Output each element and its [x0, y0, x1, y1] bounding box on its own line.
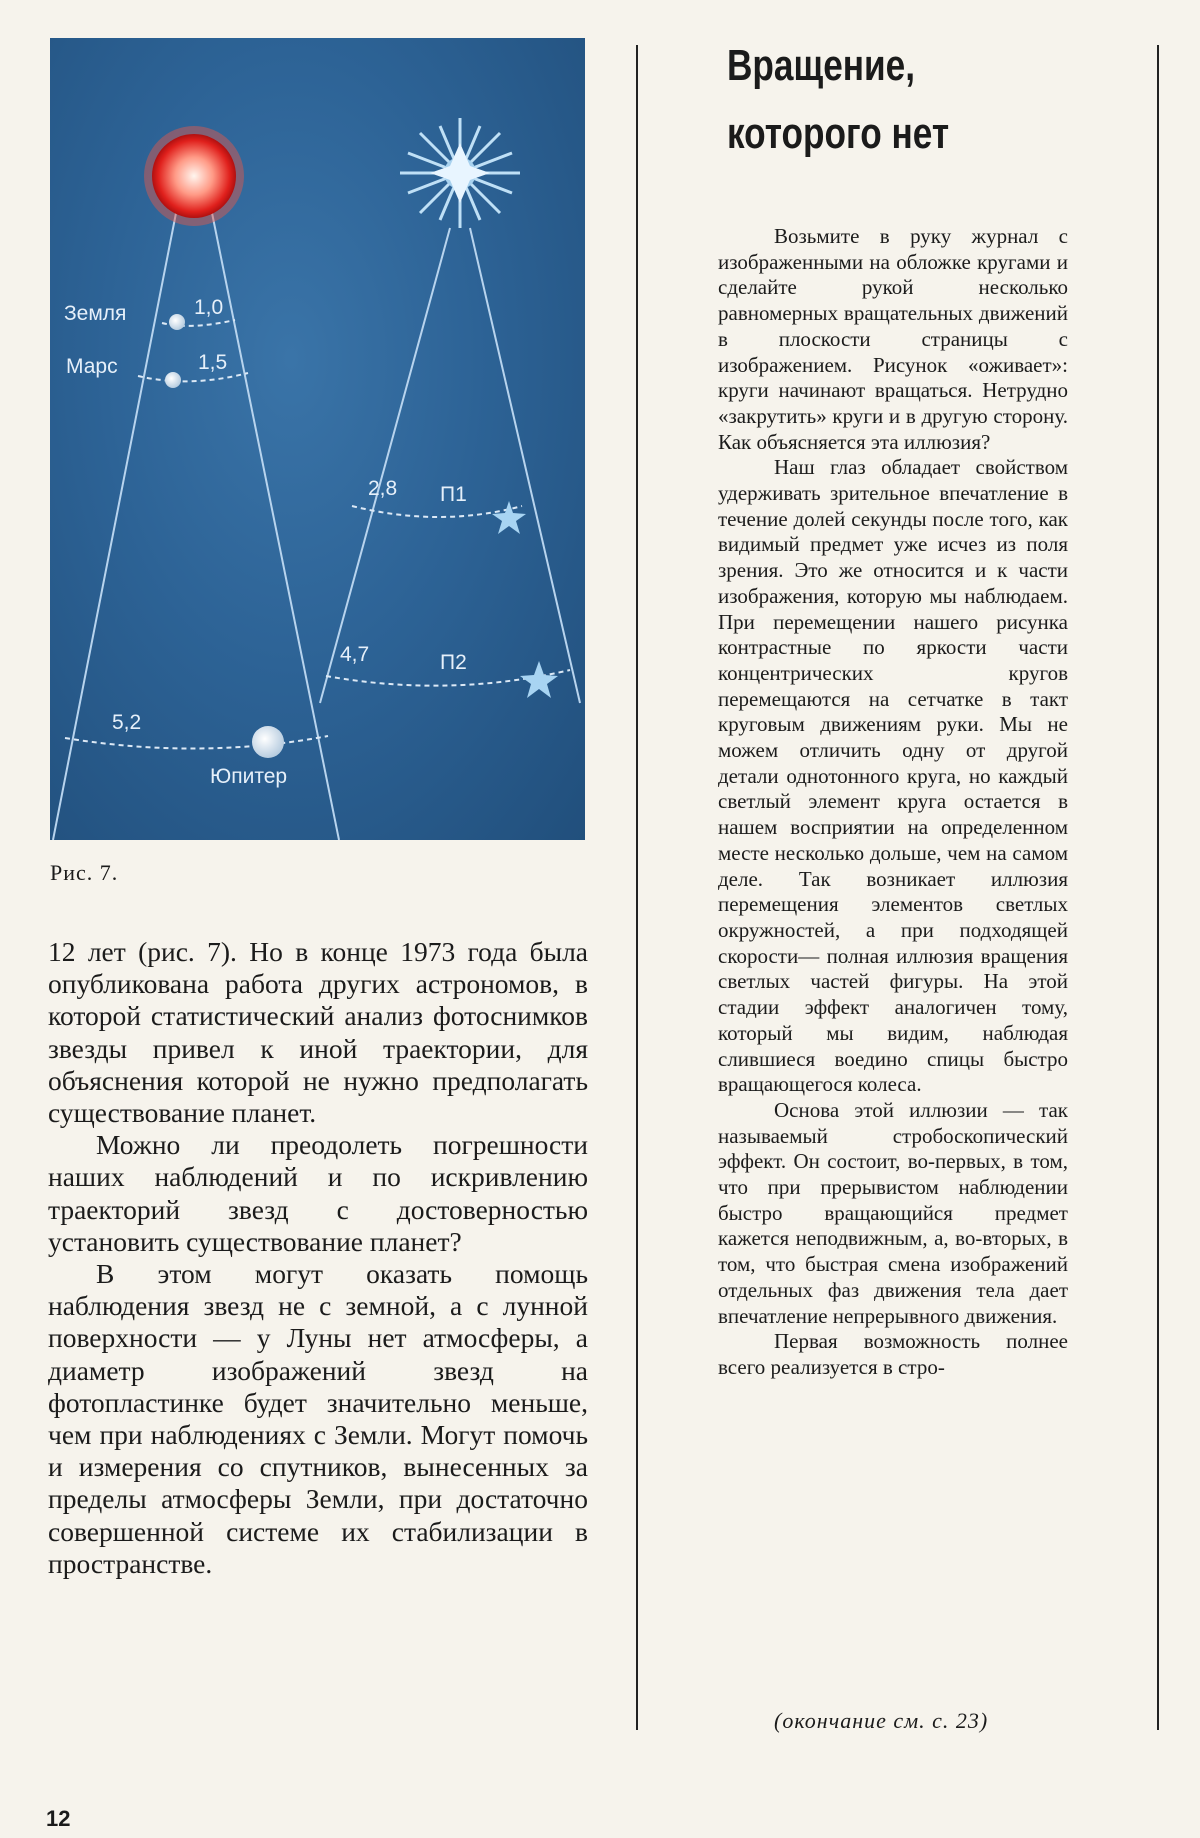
column-divider [1157, 45, 1159, 1730]
title-line: Вращение, [727, 41, 916, 90]
figure-caption: Рис. 7. [50, 860, 119, 885]
p2-label: П2 [440, 651, 467, 674]
jupiter-label: Юпитер [210, 765, 288, 788]
continuation-note: (окончание см. с. 23) [774, 1708, 989, 1733]
article-paragraph: Наш глаз обладает свойством удерживать зрительное впечатление в течение долей секунды после того, как видимый предмет уже исчез из поля зрения. Это же относится и к части изображения, которую мы наблюдаем. При перемещении нашего рисунка контрастные по яркости части концентрических кругов перемещаются на сетчатке в такт круговым движениям руки. Мы не можем отличить одну от другой детали однотонного круга, но каждый светлый элемент круга остается в нашем восприятии на определенном месте несколько дольше, чем на самом деле. Так возникает иллюзия перемещения элементов светлых окружностей, а при подходящей скорости— полная иллюзия вращения светлых частей фигуры. На этой стадии эффект аналогичен тому, который мы видим, наблюдая слившиеся воедино спицы быстро вращающегося колеса. [718, 455, 1068, 1097]
star-cone-left-line [320, 228, 450, 703]
mars-distance-label: 1,5 [198, 351, 228, 374]
left-paragraph: 12 лет (рис. 7). Но в конце 1973 года была опубликована работа других астрономов, в которой статистический анализ фотоснимков звезды привел к иной траектории, для объяснения которой не нужно предполагать существование планет. [48, 936, 588, 1129]
p2-star-icon [520, 661, 558, 698]
earth-planet [169, 314, 185, 330]
column-divider [636, 45, 638, 1730]
article-paragraph: Основа этой иллюзии — так называемый стробоскопический эффект. Он состоит, во-первых, в том, что при прерывистом наблюдении быстро вращающийся предмет кажется неподвижным, а, во-вторых, в том, что быстрая смена изображений отдельных фаз движения тела дает впечатление непрерывного движения. [718, 1097, 1068, 1328]
sun-icon [144, 126, 244, 226]
mars-label: Марс [66, 355, 118, 378]
article-body [718, 224, 1068, 1381]
star-cone-right-line [470, 228, 580, 703]
article-paragraph: Возьмите в руку журнал с изображенными на обложке кругами и сделайте рукой несколько равномерных вращательных движений в плоскости страницы с изображением. Рисунок «оживает»: круги начинают вращаться. Нетрудно «закрутить» круги и в другую сторону. Как объясняется эта иллюзия? [718, 224, 1068, 454]
title-line: которого нет [727, 109, 950, 158]
jupiter-planet [252, 726, 284, 758]
article-title [727, 32, 949, 168]
left-paragraph: В этом могут оказать помощь наблюдения звезд не с земной, а с лунной поверхности — у Луны нет атмосферы, а диаметр изображений звезд на фотопластинке будет значительно меньше, чем при наблюдениях с Земли. Могут помочь и измерения со спутников, вынесенных за пределы атмосферы Земли, при достаточно совершенной системе их стабилизации в пространстве. [48, 1258, 588, 1579]
jupiter-distance-label: 5,2 [112, 711, 142, 734]
mars-orbit [138, 373, 248, 381]
jupiter-orbit [65, 736, 328, 749]
earth-distance-label: 1,0 [194, 296, 224, 319]
figure-7 [50, 38, 585, 840]
p2-distance-label: 4,7 [340, 643, 370, 666]
p1-distance-label: 2,8 [368, 477, 398, 500]
left-paragraph: Можно ли преодолеть погрешности наших наблюдений и по искривлению траекторий звезд с достоверностью установить существование планет? [48, 1129, 588, 1257]
article-paragraph: Первая возможность полнее всего реализуется в стро- [718, 1329, 1068, 1379]
earth-label: Земля [64, 302, 127, 325]
p1-star-icon [492, 501, 526, 534]
mars-planet [165, 372, 181, 388]
left-column-text [48, 936, 588, 1580]
page-number: 12 [46, 1806, 71, 1831]
p1-label: П1 [440, 483, 467, 506]
star-icon [400, 118, 520, 228]
